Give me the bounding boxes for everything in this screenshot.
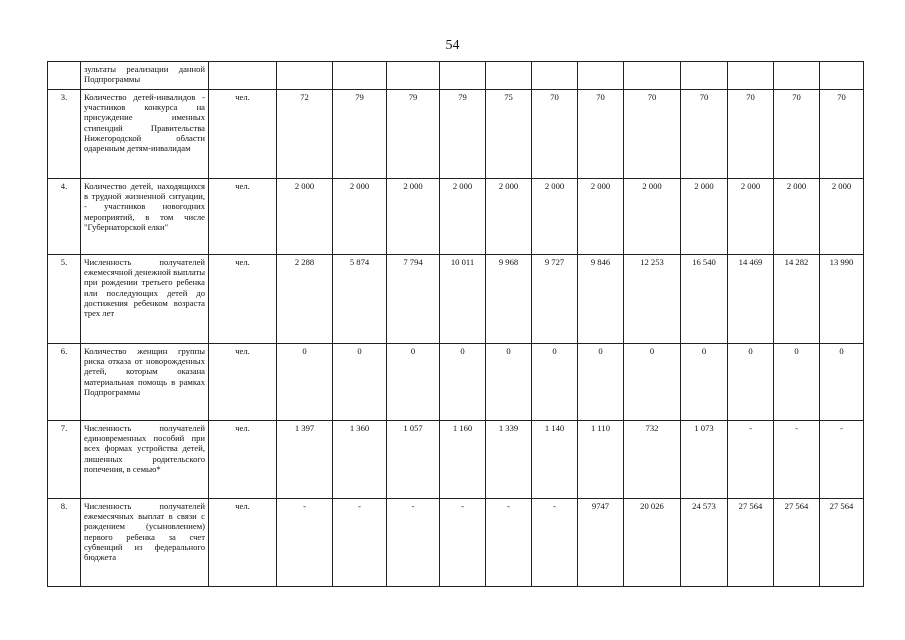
unit-cell: чел. (209, 421, 277, 499)
value-cell: 0 (440, 344, 486, 421)
value-cell: 20 026 (624, 499, 681, 587)
indicator-name-cell: Численность получателей единовременных пособий при всех формах устройства детей, лишенных родительского попечения, в семью* (81, 421, 209, 499)
value-cell (532, 62, 578, 90)
row-number-cell: 8. (48, 499, 81, 587)
value-cell: 70 (681, 90, 728, 179)
row-number-cell (48, 62, 81, 90)
value-cell: 1 397 (277, 421, 333, 499)
value-cell: 0 (486, 344, 532, 421)
value-cell: - (277, 499, 333, 587)
value-cell: 70 (774, 90, 820, 179)
value-cell: - (333, 499, 387, 587)
value-cell: 2 000 (728, 179, 774, 255)
value-cell: 1 339 (486, 421, 532, 499)
value-cell: 79 (440, 90, 486, 179)
value-cell: 5 874 (333, 255, 387, 344)
value-cell: 2 000 (532, 179, 578, 255)
value-cell: - (486, 499, 532, 587)
indicator-name-cell: Численность получателей ежемесячных выплат в связи с рождением (усыновлением) первого ребенка за счет субвенций из федерального бюджета (81, 499, 209, 587)
row-number-cell: 3. (48, 90, 81, 179)
value-cell: 1 140 (532, 421, 578, 499)
row-number-cell: 6. (48, 344, 81, 421)
indicator-name-cell: зультаты реализации данной Подпрограммы (81, 62, 209, 90)
value-cell: 10 011 (440, 255, 486, 344)
value-cell (681, 62, 728, 90)
value-cell: 72 (277, 90, 333, 179)
value-cell (277, 62, 333, 90)
indicator-name-cell: Количество детей-инвалидов - участников конкурса на присуждение именных стипендий Правительства Нижегородской области одаренным детям-инвалидам (81, 90, 209, 179)
value-cell: 2 000 (277, 179, 333, 255)
value-cell: 2 000 (820, 179, 864, 255)
value-cell (333, 62, 387, 90)
value-cell: 0 (532, 344, 578, 421)
value-cell: 2 000 (624, 179, 681, 255)
unit-cell (209, 62, 277, 90)
unit-cell: чел. (209, 255, 277, 344)
table-row (48, 499, 864, 587)
row-number-cell: 4. (48, 179, 81, 255)
value-cell: 2 000 (333, 179, 387, 255)
value-cell: 27 564 (728, 499, 774, 587)
value-cell: 9747 (578, 499, 624, 587)
indicator-name-cell: Численность получателей ежемесячной денежной выплаты при рождении третьего ребенка или последующих детей до достижения ребенком возраста трех лет (81, 255, 209, 344)
page-number: 54 (445, 38, 460, 53)
value-cell (387, 62, 440, 90)
indicator-name-cell: Количество детей, находящихся в трудной жизненной ситуации, - участников новогодних мероприятий, в том числе "Губернаторской елки" (81, 179, 209, 255)
value-cell (774, 62, 820, 90)
table-row (48, 179, 864, 255)
table-row (48, 90, 864, 179)
value-cell: 79 (333, 90, 387, 179)
value-cell: 70 (820, 90, 864, 179)
value-cell: 12 253 (624, 255, 681, 344)
value-cell: 0 (333, 344, 387, 421)
value-cell: - (774, 421, 820, 499)
value-cell: 0 (387, 344, 440, 421)
value-cell (728, 62, 774, 90)
value-cell: 1 073 (681, 421, 728, 499)
table-row (48, 421, 864, 499)
value-cell (486, 62, 532, 90)
value-cell: 70 (532, 90, 578, 179)
unit-cell: чел. (209, 179, 277, 255)
value-cell: 70 (728, 90, 774, 179)
value-cell: 14 282 (774, 255, 820, 344)
value-cell (820, 62, 864, 90)
value-cell: 24 573 (681, 499, 728, 587)
value-cell: 0 (624, 344, 681, 421)
value-cell: 1 110 (578, 421, 624, 499)
value-cell: 9 727 (532, 255, 578, 344)
value-cell: 14 469 (728, 255, 774, 344)
value-cell: 2 000 (440, 179, 486, 255)
value-cell: 79 (387, 90, 440, 179)
value-cell (578, 62, 624, 90)
value-cell: 27 564 (820, 499, 864, 587)
row-number-cell: 7. (48, 421, 81, 499)
value-cell: 1 057 (387, 421, 440, 499)
value-cell: 0 (820, 344, 864, 421)
value-cell: 70 (624, 90, 681, 179)
table-row (48, 344, 864, 421)
value-cell (624, 62, 681, 90)
value-cell: 0 (277, 344, 333, 421)
indicators-table (47, 61, 864, 587)
value-cell: 27 564 (774, 499, 820, 587)
value-cell: 2 000 (774, 179, 820, 255)
row-number-cell: 5. (48, 255, 81, 344)
value-cell: 2 288 (277, 255, 333, 344)
table-row (48, 62, 864, 90)
unit-cell: чел. (209, 499, 277, 587)
value-cell: 0 (728, 344, 774, 421)
value-cell: 2 000 (681, 179, 728, 255)
value-cell: 9 846 (578, 255, 624, 344)
value-cell: - (440, 499, 486, 587)
value-cell: - (728, 421, 774, 499)
value-cell: 7 794 (387, 255, 440, 344)
value-cell: 0 (681, 344, 728, 421)
value-cell: 70 (578, 90, 624, 179)
value-cell: 0 (578, 344, 624, 421)
value-cell: 75 (486, 90, 532, 179)
value-cell: 9 968 (486, 255, 532, 344)
value-cell: 2 000 (578, 179, 624, 255)
unit-cell: чел. (209, 344, 277, 421)
value-cell: 1 360 (333, 421, 387, 499)
value-cell: 2 000 (486, 179, 532, 255)
value-cell: 16 540 (681, 255, 728, 344)
value-cell: 0 (774, 344, 820, 421)
value-cell: - (820, 421, 864, 499)
value-cell: 2 000 (387, 179, 440, 255)
table-row (48, 255, 864, 344)
value-cell: - (387, 499, 440, 587)
value-cell: 732 (624, 421, 681, 499)
value-cell: - (532, 499, 578, 587)
indicator-name-cell: Количество женщин группы риска отказа от новорожденных детей, которым оказана материальная помощь в рамках Подпрограммы (81, 344, 209, 421)
value-cell (440, 62, 486, 90)
unit-cell: чел. (209, 90, 277, 179)
value-cell: 1 160 (440, 421, 486, 499)
value-cell: 13 990 (820, 255, 864, 344)
